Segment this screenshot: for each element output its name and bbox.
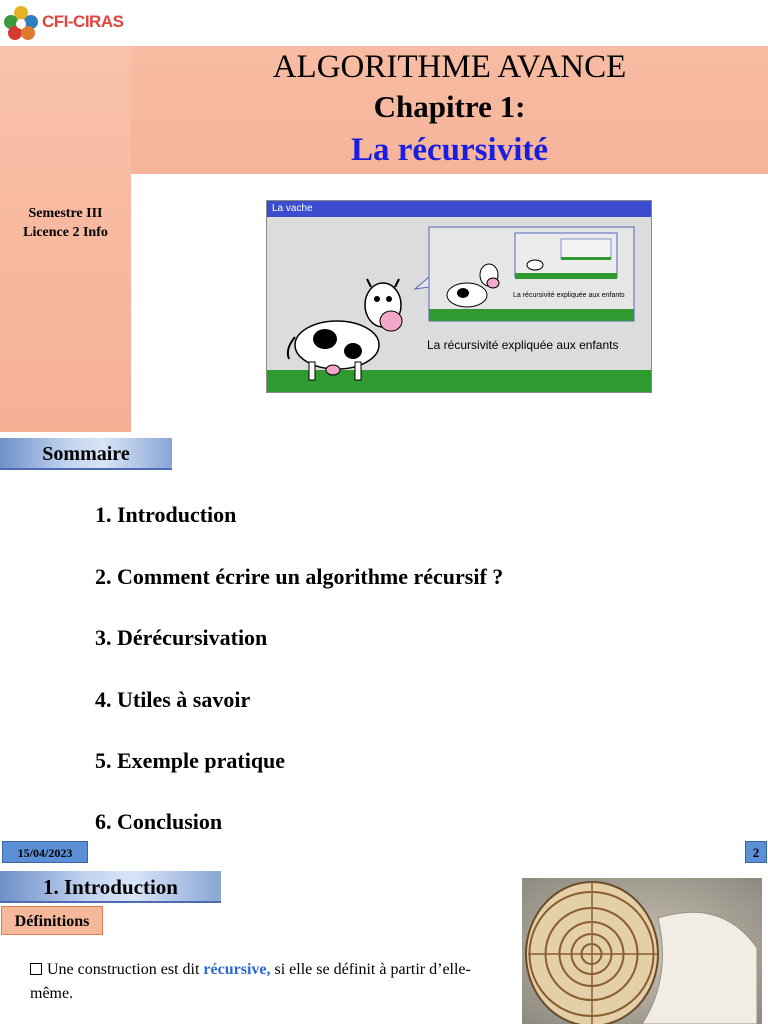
recursion-figure [266,200,652,393]
logo [2,2,132,44]
sommaire-heading: Sommaire [0,438,172,470]
program-label: Licence 2 Info [23,225,108,240]
definition-keyword: récursive, [203,961,271,978]
section-heading: 1. Introduction [0,871,221,903]
definition-part: Une construction est dit [47,961,204,978]
chapter-subtitle: La récursivité [350,132,549,168]
page-number: 2 [745,841,767,863]
toc-item: 4. Utiles à savoir [95,687,251,712]
nautilus-shell-image [522,878,762,1024]
definition-text [30,958,472,1006]
figure-caption: La récursivité expliquée aux enfants [427,338,619,352]
chapter-title: Chapitre 1: [373,89,526,124]
checkbox-bullet-icon [30,963,42,975]
figure-title-bar: La vache [267,201,651,217]
subsection-label: Définitions [1,906,103,935]
logo-flower-icon [2,2,40,44]
semester-info [0,204,131,242]
cow-illustration [267,217,651,392]
toc-item: 1. Introduction [95,502,237,527]
definition-part: si elle se définit à partir d’elle-même. [30,961,471,1002]
toc-item: 3. Dérécursivation [95,625,268,650]
toc-item: 5. Exemple pratique [95,748,286,773]
course-title: ALGORITHME AVANCE [272,49,627,85]
cow-icon [288,279,402,380]
toc-item: 2. Comment écrire un algorithme récursif ? [95,564,504,589]
slide-date: 15/04/2023 [2,841,88,863]
semester-label: Semestre III [28,206,103,221]
logo-text: CFI-CIRAS [42,12,124,31]
toc-item: 6. Conclusion [95,809,223,834]
svg-text:La récursivité expliquée aux e: La récursivité expliquée aux enfants [513,292,625,299]
